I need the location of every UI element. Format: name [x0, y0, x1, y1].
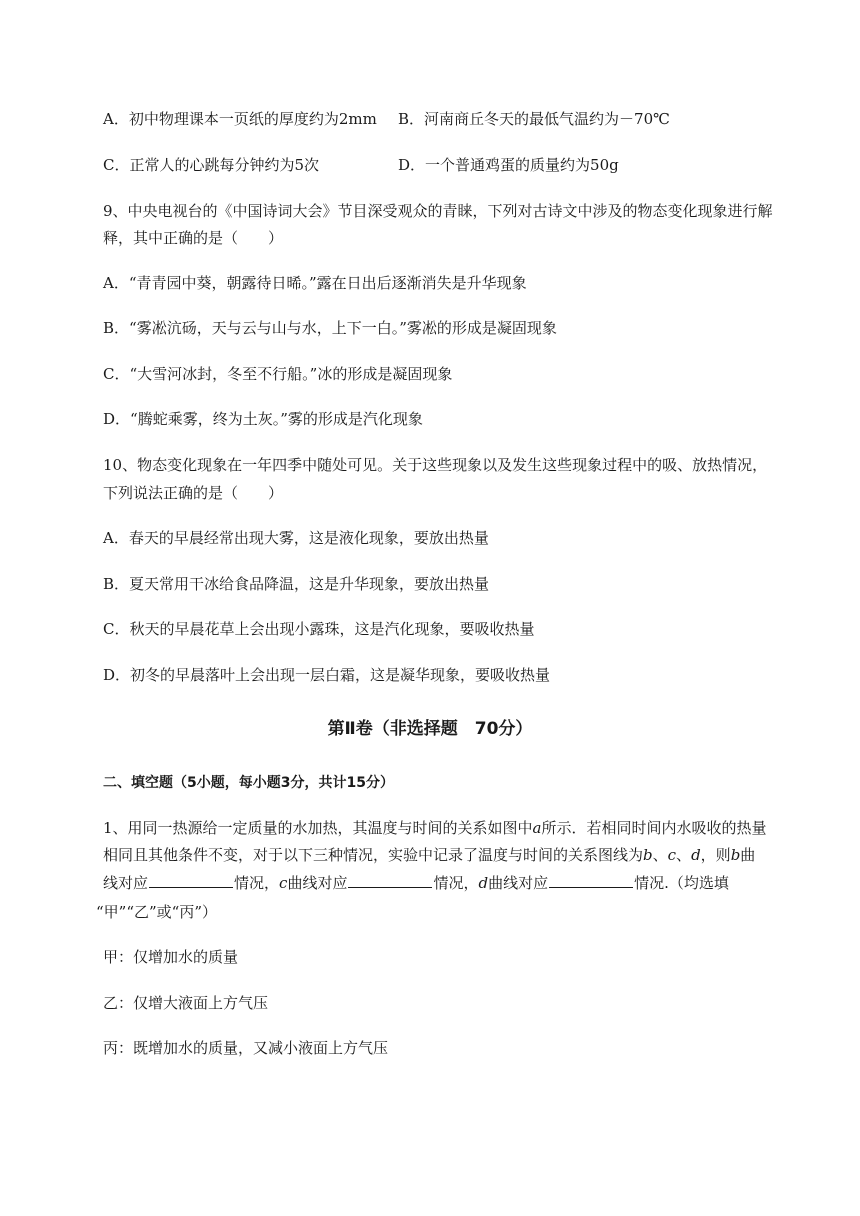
fill1-line-2 — [103, 845, 755, 865]
section-2-heading: 二、填空题（5小题，每小题3分，共计15分） — [103, 775, 394, 791]
fill1-text: 相同且其他条件不变，对于以下三种情况，实验中记录了温度与时间的关系图线为 — [103, 846, 644, 864]
q8-option-a: A．初中物理课本一页纸的厚度约为2mm — [103, 110, 377, 128]
fill1-var-d: d — [691, 846, 701, 864]
fill1-text: 、 — [652, 846, 668, 864]
fill1-var-b: b — [643, 846, 653, 864]
fill1-var-a: a — [532, 819, 542, 837]
q10-stem-line-1: 10、物态变化现象在一年四季中随处可见。关于这些现象以及发生这些现象过程中的吸、放热情况， — [103, 456, 768, 474]
q8-option-b: B．河南商丘冬天的最低气温约为－70℃ — [398, 110, 670, 128]
fill1-line-3 — [103, 873, 729, 893]
q10-stem-line-2: 下列说法正确的是（ ） — [103, 484, 284, 502]
case-jia: 甲：仅增加水的质量 — [103, 948, 239, 966]
fill1-text: 1、用同一热源给一定质量的水加热，其温度与时间的关系如图中 — [103, 819, 533, 837]
q10-option-d: D．初冬的早晨落叶上会出现一层白霜，这是凝华现象，要吸收热量 — [103, 666, 551, 684]
fill1-line-4: “甲”“乙”或“丙”） — [96, 903, 218, 921]
fill1-text: 、 — [676, 846, 692, 864]
q9-option-a: A．“青青园中葵，朝露待日晞。”露在日出后逐渐消失是升华现象 — [103, 274, 527, 292]
q8-option-row-2 — [103, 155, 619, 175]
fill1-text: 曲线对应 — [488, 874, 549, 892]
fill1-text: 所示．若相同时间内水吸收的热量 — [541, 819, 767, 837]
q9-option-d: D．“腾蛇乘雾，终为土灰。”雾的形成是汽化现象 — [103, 410, 423, 428]
fill1-text: 情况.（均选填 — [634, 874, 729, 892]
answer-blank-3[interactable] — [549, 873, 633, 888]
fill1-line-1 — [103, 818, 767, 838]
q10-option-a: A．春天的早晨经常出现大雾，这是液化现象，要放出热量 — [103, 529, 489, 547]
fill1-var-c: c — [279, 874, 288, 892]
fill1-text: 情况， — [234, 874, 280, 892]
fill1-text: 线对应 — [103, 874, 149, 892]
answer-blank-2[interactable] — [348, 873, 432, 888]
q8-option-c: C．正常人的心跳每分钟约为5次 — [103, 156, 320, 174]
fill1-var-b: b — [730, 846, 741, 864]
case-bing: 丙：既增加水的质量，又减小液面上方气压 — [103, 1039, 389, 1057]
q9-option-b: B．“雾凇沆砀，天与云与山与水，上下一白。”雾凇的形成是凝固现象 — [103, 319, 557, 337]
q8-option-row-1 — [103, 109, 670, 129]
q9-stem-line-1: 9、中央电视台的《中国诗词大会》节目深受观众的青睐，下列对古诗文中涉及的物态变化现象进行解 — [103, 202, 773, 220]
answer-blank-1[interactable] — [149, 873, 233, 888]
q9-stem-line-2: 释，其中正确的是（ ） — [103, 229, 284, 247]
fill1-var-d: d — [478, 874, 489, 892]
fill1-text: 曲 — [740, 846, 756, 864]
fill1-text: ，则 — [700, 846, 731, 864]
fill1-var-c: c — [667, 846, 677, 864]
q10-option-c: C．秋天的早晨花草上会出现小露珠，这是汽化现象，要吸收热量 — [103, 620, 535, 638]
q9-option-c: C．“大雪河冰封，冬至不行船。”冰的形成是凝固现象 — [103, 365, 453, 383]
fill1-text: 情况， — [433, 874, 479, 892]
q8-option-d: D．一个普通鸡蛋的质量约为50g — [398, 156, 619, 174]
part-2-title: 第Ⅱ卷（非选择题 70分） — [327, 719, 533, 739]
case-yi: 乙：仅增大液面上方气压 — [103, 994, 269, 1012]
fill1-text: 曲线对应 — [287, 874, 348, 892]
q10-option-b: B．夏天常用干冰给食品降温，这是升华现象，要放出热量 — [103, 575, 490, 593]
